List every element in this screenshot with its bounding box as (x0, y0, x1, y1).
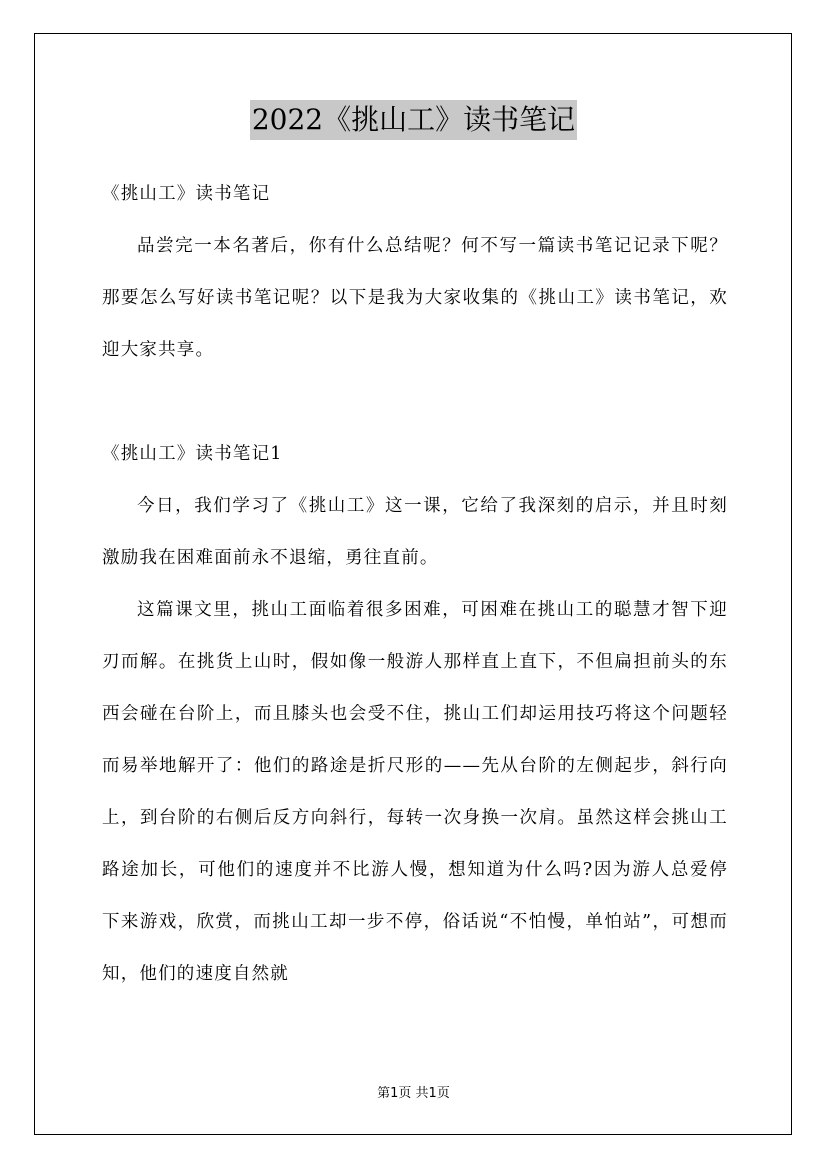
document-subtitle: 《挑山工》读书笔记 (102, 184, 271, 204)
section-spacer (102, 376, 728, 428)
section-heading: 《挑山工》读书笔记1 (102, 444, 283, 464)
page-footer: 第1页 共1页 (377, 1086, 450, 1101)
document-title: 2022《挑山工》读书笔记 (250, 100, 577, 140)
body-paragraph: 今日，我们学习了《挑山工》这一课，它给了我深刻的启示，并且时刻激励我在困难面前永不退缩，勇往直前。 (102, 496, 728, 568)
document-body (102, 168, 728, 1000)
intro-paragraph: 品尝完一本名著后，你有什么总结呢？何不写一篇读书笔记记录下呢？那要怎么写好读书笔记呢？以下是我为大家收集的《挑山工》读书笔记，欢迎大家共享。 (102, 236, 728, 360)
title-container (0, 100, 827, 140)
body-paragraph: 这篇课文里，挑山工面临着很多困难，可困难在挑山工的聪慧才智下迎刃而解。在挑货上山时，假如像一般游人那样直上直下，不但扁担前头的东西会碰在台阶上，而且膝头也会受不住，挑山工们却运用技巧将这个问题轻而易举地解开了：他们的路途是折尺形的——先从台阶的左侧起步，斜行向上，到台阶的右侧后反方向斜行，每转一次身换一次肩。虽然这样会挑山工路途加长，可他们的速度并不比游人慢，想知道为什么吗?因为游人总爱停下来游戏，欣赏，而挑山工却一步不停，俗话说“不怕慢，单怕站”，可想而知，他们的速度自然就 (102, 600, 728, 984)
